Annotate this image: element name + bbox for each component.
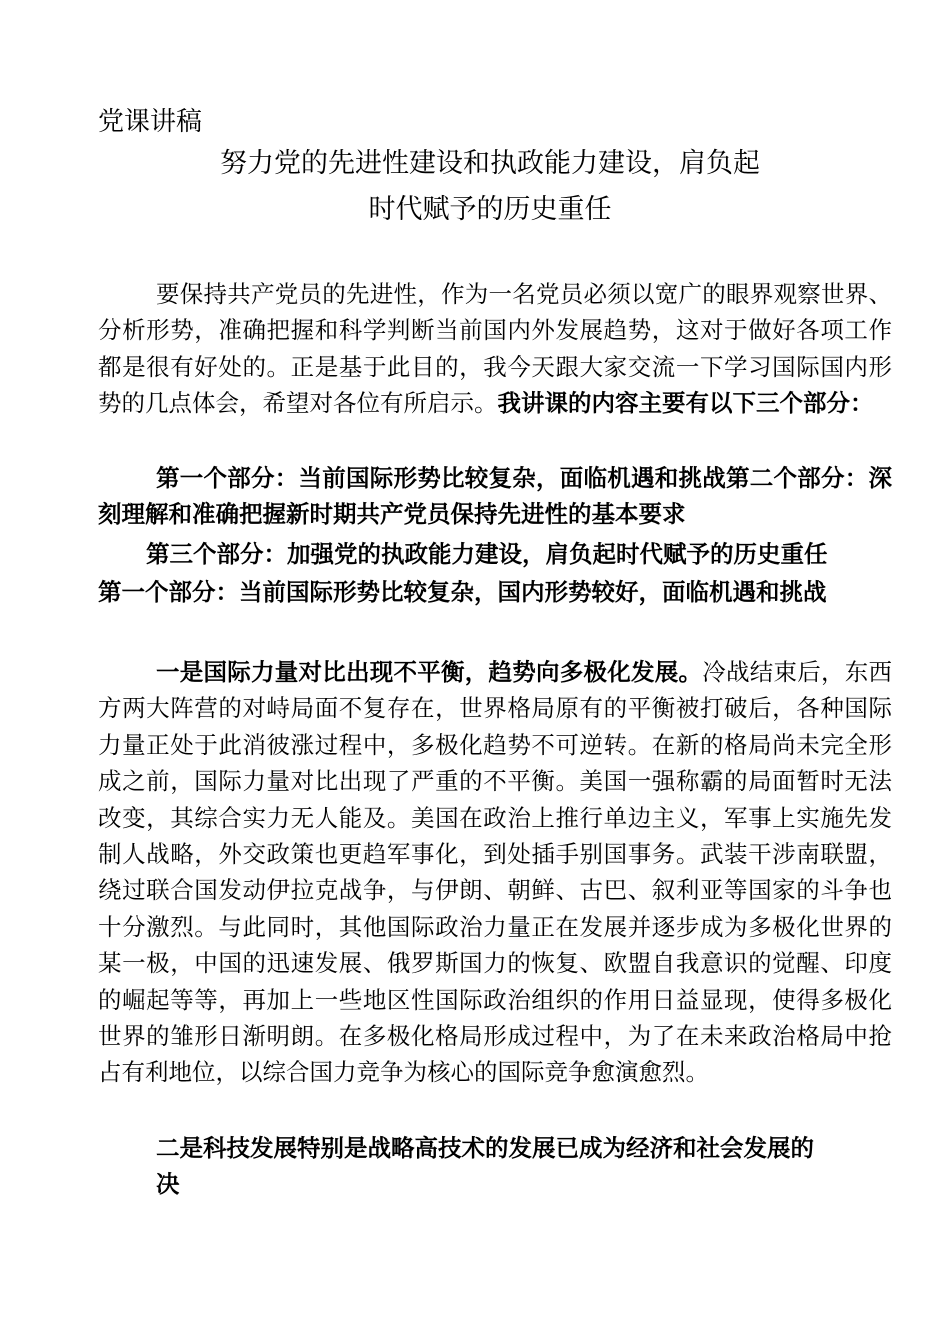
point-2-heading xyxy=(98,1130,892,1203)
intro-bold-tail: 我讲课的内容主要有以下三个部分： xyxy=(497,389,874,418)
point-2-lead-line-2: 决 xyxy=(156,1170,180,1199)
title-line-1: 努力党的先进性建设和执政能力建设，肩负起 xyxy=(220,148,760,179)
point-1-lead: 一是国际力量对比出现不平衡，趋势向多极化发展。 xyxy=(156,658,703,686)
point-1-paragraph xyxy=(98,654,892,1091)
outline-parts-1-2: 第一个部分：当前国际形势比较复杂，面临机遇和挑战第二个部分：深刻理解和准确把握新时期共产党员保持先进性的基本要求 xyxy=(98,464,892,529)
intro-paragraph xyxy=(98,276,892,422)
point-1-text: 冷战结束后，东西方两大阵营的对峙局面不复存在，世界格局原有的平衡被打破后，各种国际力量正处于此消彼涨过程中，多极化趋势不可逆转。在新的格局尚未完全形成之前，国际力量对比出现了严重的不平衡。美国一强称霸的局面暂时无法改变，其综合实力无人能及。美国在政治上推行单边主义，军事上实施先发制人战略，外交政策也更趋军事化，到处插手别国事务。武装干涉南联盟，绕过联合国发动伊拉克战争，与伊朗、朝鲜、古巴、叙利亚等国家的斗争也十分激烈。与此同时，其他国际政治力量正在发展并逐步成为多极化世界的某一极，中国的迅速发展、俄罗斯国力的恢复、欧盟自我意识的觉醒、印度的崛起等等，再加上一些地区性国际政治组织的作用日益显现，使得多极化世界的雏形日渐明朗。在多极化格局形成过程中，为了在未来政治格局中抢占有利地位，以综合国力竞争为核心的国际竞争愈演愈烈。 xyxy=(98,658,892,1087)
title-line-2: 时代赋予的历史重任 xyxy=(368,194,612,225)
point-2-lead-line-1: 二是科技发展特别是战略高技术的发展已成为经济和社会发展的 xyxy=(156,1134,814,1162)
section-1-heading: 第一个部分：当前国际形势比较复杂，国内形势较好，面临机遇和挑战 xyxy=(98,578,827,606)
document-label: 党课讲稿 xyxy=(98,107,203,137)
outline-part-3: 第三个部分：加强党的执政能力建设，肩负起时代赋予的历史重任 xyxy=(146,540,828,568)
intro-text: 要保持共产党员的先进性，作为一名党员必须以宽广的眼界观察世界、分析形势，准确把握和科学判断当前国内外发展趋势，这对于做好各项工作都是很有好处的。正是基于此目的，我今天跟大家交流一下学习国际国内形势的几点体会，希望对各位有所启示。 xyxy=(98,280,892,418)
